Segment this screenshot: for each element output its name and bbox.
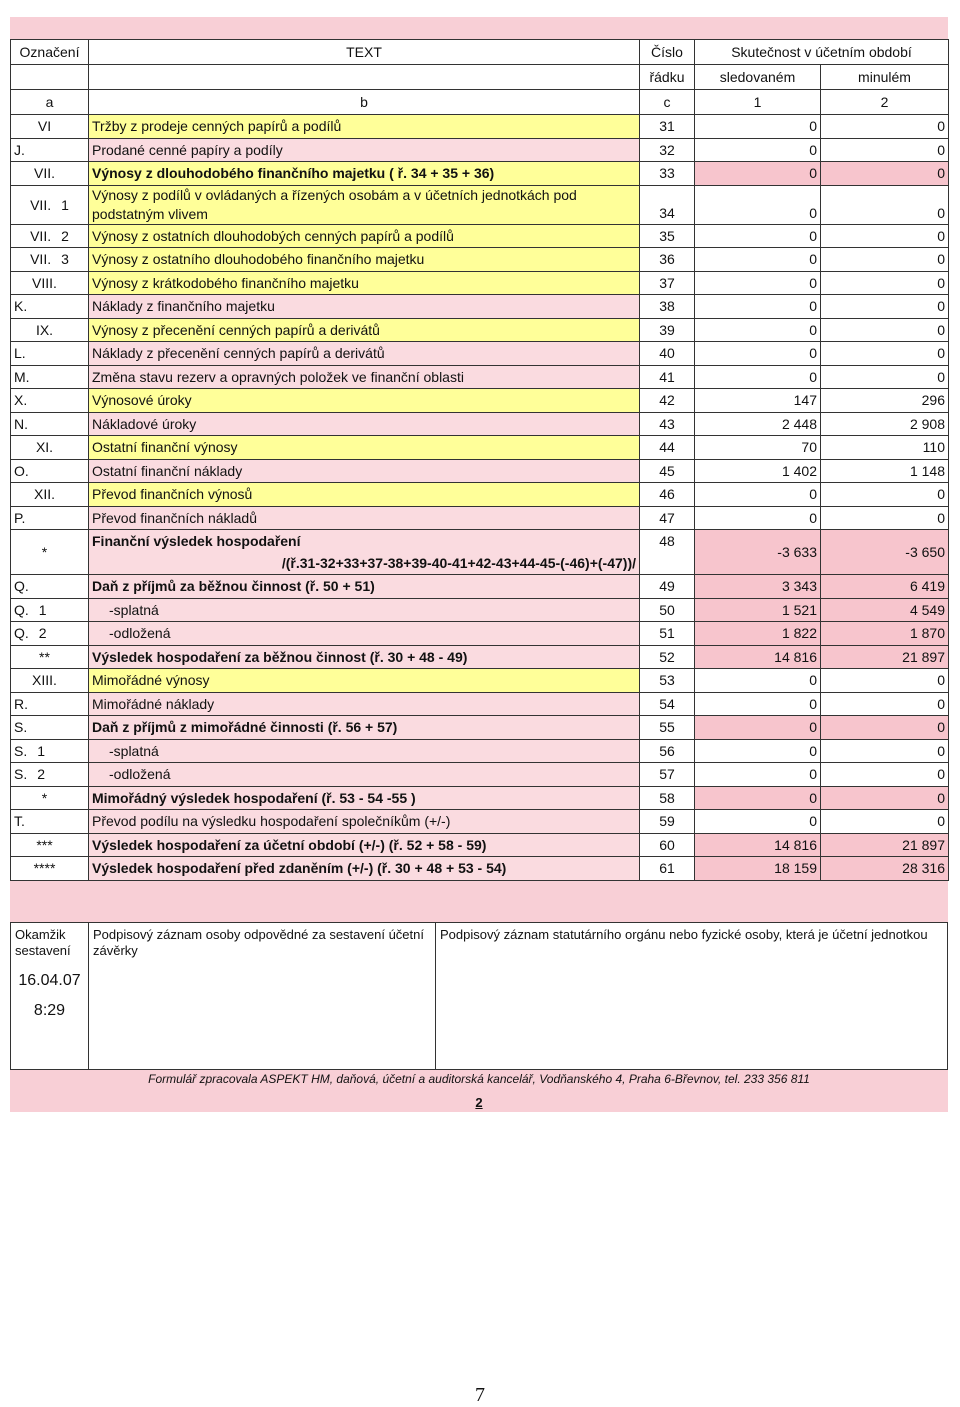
header-oznaceni: Označení: [11, 40, 89, 65]
page-number: 7: [475, 1384, 485, 1406]
row-marking: [11, 412, 89, 436]
row-marking: [11, 162, 89, 186]
row-marking: [11, 483, 89, 507]
row-text-label: Výnosové úroky: [92, 392, 192, 409]
row-text: [89, 483, 640, 507]
signature-statutory: Podpisový záznam statutárního orgánu nebo fyzické osoby, která je účetní jednotkou: [440, 927, 928, 942]
row-previous-value: 21 897: [821, 645, 949, 669]
table-row: [11, 224, 949, 248]
row-marking-main: R.: [14, 695, 28, 712]
row-text-label: Mimořádné náklady: [92, 695, 215, 712]
row-marking-main: N.: [14, 415, 28, 432]
row-text-label: Nákladové úroky: [92, 415, 197, 432]
income-statement-table: [10, 39, 949, 881]
row-line-number: 32: [640, 138, 695, 162]
row-line-number: 38: [640, 295, 695, 319]
row-text: [89, 833, 640, 857]
header-col-2: 2: [821, 90, 949, 115]
row-marking: [11, 530, 89, 575]
row-marking-main: Q.: [14, 578, 29, 595]
time-value: 8:29: [33, 1002, 66, 1019]
row-line-number: 40: [640, 342, 695, 366]
row-marking-main: VIII.: [32, 274, 57, 291]
row-marking: [11, 271, 89, 295]
row-current-value: 0: [695, 115, 821, 139]
date-value: 16.04.07: [18, 972, 81, 989]
table-row: [11, 763, 949, 787]
row-text-label: Daň z příjmů za běžnou činnost (ř. 50 + 51): [92, 578, 375, 595]
row-previous-value: 0: [821, 162, 949, 186]
row-previous-value: 0: [821, 506, 949, 530]
row-text-label: Mimořádné výnosy: [92, 672, 210, 689]
row-text-label: Náklady z finančního majetku: [92, 298, 275, 315]
row-current-value: 2 448: [695, 412, 821, 436]
row-line-number: 58: [640, 786, 695, 810]
row-marking: [11, 716, 89, 740]
row-previous-value: 0: [821, 138, 949, 162]
row-marking: [11, 459, 89, 483]
row-text: [89, 271, 640, 295]
row-line-number: 48: [640, 530, 695, 575]
row-line-number: 42: [640, 389, 695, 413]
row-text: [89, 115, 640, 139]
row-marking-main: Q.: [14, 601, 29, 618]
row-previous-value: 0: [821, 248, 949, 272]
row-previous-value: 0: [821, 692, 949, 716]
row-text: [89, 365, 640, 389]
row-previous-value: 110: [821, 436, 949, 460]
row-marking: [11, 295, 89, 319]
table-row: [11, 622, 949, 646]
row-marking: [11, 506, 89, 530]
table-row: [11, 412, 949, 436]
row-marking: [11, 739, 89, 763]
row-text-label: Převod finančních nákladů: [92, 509, 257, 526]
table-row: [11, 598, 949, 622]
row-marking: [11, 318, 89, 342]
row-text: [89, 342, 640, 366]
row-marking-main: **: [39, 648, 50, 665]
row-marking: [11, 786, 89, 810]
row-previous-value: 2 908: [821, 412, 949, 436]
row-marking: [11, 857, 89, 881]
row-marking: [11, 115, 89, 139]
row-current-value: 0: [695, 318, 821, 342]
table-row: [11, 389, 949, 413]
row-marking: [11, 575, 89, 599]
row-marking-main: P.: [14, 509, 26, 526]
row-text: [89, 412, 640, 436]
row-text-label: -splatná: [109, 742, 159, 759]
header-col-c: c: [640, 90, 695, 115]
row-text: [89, 598, 640, 622]
row-line-number: 51: [640, 622, 695, 646]
header-col-b: b: [89, 90, 640, 115]
row-text: [89, 459, 640, 483]
table-row: [11, 810, 949, 834]
table-row: [11, 295, 949, 319]
row-marking-main: ****: [33, 860, 56, 877]
row-text: [89, 138, 640, 162]
row-line-number: 41: [640, 365, 695, 389]
row-text: [89, 716, 640, 740]
row-marking: [11, 833, 89, 857]
row-current-value: 0: [695, 669, 821, 693]
row-marking-main: *: [41, 789, 48, 806]
row-marking-sub: 2: [61, 227, 69, 244]
row-text-label: Výsledek hospodaření za účetní období (+/-) (ř. 52 + 58 - 59): [92, 836, 487, 853]
row-marking-main: IX.: [35, 321, 54, 338]
row-line-number: 33: [640, 162, 695, 186]
row-previous-value: 296: [821, 389, 949, 413]
row-previous-value: 0: [821, 739, 949, 763]
row-text-label: Změna stavu rezerv a opravných položek ve finanční oblasti: [92, 368, 464, 385]
row-marking-main: VII.: [30, 227, 52, 244]
row-text-label: Finanční výsledek hospodaření: [92, 533, 301, 549]
row-current-value: 0: [695, 365, 821, 389]
row-previous-value: 0: [821, 271, 949, 295]
row-text: [89, 436, 640, 460]
row-current-value: 1 402: [695, 459, 821, 483]
row-previous-value: 0: [821, 365, 949, 389]
row-text-label: -odložená: [109, 766, 171, 783]
row-line-number: 61: [640, 857, 695, 881]
row-current-value: 0: [695, 716, 821, 740]
row-marking: [11, 224, 89, 248]
row-text: [89, 669, 640, 693]
row-previous-value: 0: [821, 483, 949, 507]
row-text: [89, 692, 640, 716]
table-row: [11, 669, 949, 693]
row-line-number: 35: [640, 224, 695, 248]
table-row: [11, 739, 949, 763]
row-text: [89, 530, 640, 575]
row-current-value: 0: [695, 224, 821, 248]
row-line-number: 52: [640, 645, 695, 669]
row-text: [89, 763, 640, 787]
row-text: [89, 506, 640, 530]
row-line-number: 54: [640, 692, 695, 716]
row-text-label: -odložená: [109, 625, 171, 642]
row-line-number: 49: [640, 575, 695, 599]
row-marking-main: M.: [14, 368, 30, 385]
row-line-number: 47: [640, 506, 695, 530]
row-marking: [11, 389, 89, 413]
row-text-label: Prodané cenné papíry a podíly: [92, 141, 283, 158]
row-marking: [11, 598, 89, 622]
row-text: [89, 857, 640, 881]
row-line-number: 45: [640, 459, 695, 483]
row-marking-main: S.: [14, 766, 28, 783]
row-marking: [11, 436, 89, 460]
table-row: [11, 185, 949, 224]
table-row: [11, 248, 949, 272]
row-previous-value: 28 316: [821, 857, 949, 881]
row-marking-sub: 1: [61, 196, 69, 213]
row-current-value: 14 816: [695, 645, 821, 669]
row-marking-main: L.: [14, 345, 26, 362]
row-text-label: Ostatní finanční výnosy: [92, 439, 238, 456]
row-text: [89, 248, 640, 272]
row-marking-main: S.: [14, 742, 28, 759]
row-line-number: 53: [640, 669, 695, 693]
row-marking: [11, 810, 89, 834]
row-text-label: Převod finančních výnosů: [92, 486, 253, 503]
row-previous-value: 1 148: [821, 459, 949, 483]
row-current-value: 0: [695, 295, 821, 319]
table-row: [11, 342, 949, 366]
row-text: [89, 645, 640, 669]
row-marking-main: XI.: [35, 439, 54, 456]
row-current-value: 0: [695, 739, 821, 763]
row-previous-value: 0: [821, 318, 949, 342]
row-text: [89, 739, 640, 763]
row-text-label: Výnosy z ostatního dlouhodobého finančního majetku: [92, 251, 425, 268]
row-current-value: 0: [695, 810, 821, 834]
row-text-label: Mimořádný výsledek hospodaření (ř. 53 - 54 -55 ): [92, 789, 416, 806]
row-marking-main: K.: [14, 298, 28, 315]
row-previous-value: 0: [821, 810, 949, 834]
row-previous-value: -3 650: [821, 530, 949, 575]
row-current-value: 0: [695, 786, 821, 810]
row-current-value: 0: [695, 271, 821, 295]
row-previous-value: 0: [821, 669, 949, 693]
row-current-value: 0: [695, 342, 821, 366]
row-line-number: 60: [640, 833, 695, 857]
table-row: [11, 716, 949, 740]
row-current-value: 18 159: [695, 857, 821, 881]
sheet-page-number: 2: [475, 1095, 483, 1110]
row-text-label: Ostatní finanční náklady: [92, 462, 243, 479]
table-row: [11, 645, 949, 669]
row-line-number: 34: [640, 185, 695, 224]
table-row: [11, 483, 949, 507]
row-text: [89, 224, 640, 248]
row-line-number: 39: [640, 318, 695, 342]
timestamp-cell: [11, 923, 89, 1069]
header-radku: řádku: [640, 65, 695, 90]
table-row: [11, 833, 949, 857]
row-marking: [11, 669, 89, 693]
table-row: [11, 530, 949, 575]
row-marking-main: XII.: [33, 486, 55, 503]
row-marking-main: VII.: [33, 165, 55, 182]
row-marking-main: S.: [14, 719, 28, 736]
row-text: [89, 162, 640, 186]
row-marking-main: XIII.: [32, 672, 57, 689]
row-text-label: Výsledek hospodaření za běžnou činnost (ř. 30 + 48 - 49): [92, 648, 468, 665]
table-row: [11, 365, 949, 389]
row-marking-main: VI: [37, 118, 52, 135]
row-marking-main: X.: [14, 392, 28, 409]
row-text: [89, 318, 640, 342]
row-text: [89, 622, 640, 646]
row-text-label: Tržby z prodeje cenných papírů a podílů: [92, 118, 342, 135]
row-marking-sub: 1: [38, 601, 47, 618]
row-marking-main: VII.: [30, 196, 52, 213]
row-text-label: Výnosy z ostatních dlouhodobých cenných papírů a podílů: [92, 227, 454, 244]
table-row: [11, 115, 949, 139]
row-text: [89, 295, 640, 319]
signature-accountant: Podpisový záznam osoby odpovědné za sestavení účetní závěrky: [89, 923, 436, 1069]
row-text-formula: /(ř.31-32+33+37-38+39-40-41+42-43+44-45-(-46)+(-47))/: [281, 555, 636, 571]
row-text-label: Výnosy z podílů v ovládaných a řízených osobám a v účetních jednotkách pod podstatným vlivem: [92, 186, 577, 222]
row-current-value: 0: [695, 483, 821, 507]
row-previous-value: 6 419: [821, 575, 949, 599]
row-marking-sub: 2: [38, 625, 47, 642]
row-previous-value: 0: [821, 763, 949, 787]
row-line-number: 31: [640, 115, 695, 139]
row-previous-value: 1 870: [821, 622, 949, 646]
table-row: [11, 459, 949, 483]
row-text-label: Výnosy z dlouhodobého finančního majetku ( ř. 34 + 35 + 36): [92, 165, 495, 182]
row-line-number: 57: [640, 763, 695, 787]
signature-section: [10, 922, 948, 1070]
row-text: [89, 575, 640, 599]
row-text-label: Náklady z přecenění cenných papírů a derivátů: [92, 345, 385, 362]
row-marking-sub: 1: [37, 742, 46, 759]
row-current-value: 0: [695, 162, 821, 186]
row-marking: [11, 342, 89, 366]
row-current-value: 0: [695, 763, 821, 787]
header-col-a: a: [11, 90, 89, 115]
header-skutecnost: Skutečnost v účetním období: [695, 40, 949, 65]
row-previous-value: 0: [821, 224, 949, 248]
row-text: [89, 786, 640, 810]
table-row: [11, 162, 949, 186]
header-cislo: Číslo: [640, 40, 695, 65]
table-row: [11, 857, 949, 881]
row-marking-sub: 3: [61, 251, 69, 268]
row-current-value: 1 521: [695, 598, 821, 622]
row-current-value: 0: [695, 692, 821, 716]
row-marking-main: ***: [36, 836, 53, 853]
header-text: TEXT: [89, 40, 640, 65]
row-line-number: 37: [640, 271, 695, 295]
row-marking: [11, 622, 89, 646]
header-col-1: 1: [695, 90, 821, 115]
row-marking-main: Q.: [14, 625, 29, 642]
row-marking: [11, 763, 89, 787]
row-text: [89, 185, 640, 224]
row-previous-value: 0: [821, 716, 949, 740]
row-marking: [11, 645, 89, 669]
table-row: [11, 786, 949, 810]
table-row: [11, 506, 949, 530]
row-marking-main: O.: [14, 462, 29, 479]
row-current-value: 147: [695, 389, 821, 413]
row-current-value: 0: [695, 185, 821, 224]
row-marking-main: *: [41, 544, 48, 560]
row-current-value: 14 816: [695, 833, 821, 857]
row-current-value: 0: [695, 248, 821, 272]
row-current-value: 3 343: [695, 575, 821, 599]
row-marking-main: J.: [14, 141, 25, 158]
row-line-number: 46: [640, 483, 695, 507]
row-previous-value: 0: [821, 342, 949, 366]
row-line-number: 44: [640, 436, 695, 460]
header-sledovanem: sledovaném: [695, 65, 821, 90]
row-marking: [11, 185, 89, 224]
row-line-number: 43: [640, 412, 695, 436]
table-row: [11, 318, 949, 342]
form-credit-note: Formulář zpracovala ASPEKT HM, daňová, účetní a auditorská kancelář, Vodňanského 4, Praha 6-Břevnov, tel. 233 356 811: [148, 1072, 810, 1086]
header-minulem: minulém: [821, 65, 949, 90]
row-current-value: 0: [695, 138, 821, 162]
table-row: [11, 436, 949, 460]
table-row: [11, 575, 949, 599]
row-text: [89, 810, 640, 834]
row-previous-value: 0: [821, 786, 949, 810]
row-previous-value: 4 549: [821, 598, 949, 622]
row-text: [89, 389, 640, 413]
row-previous-value: 0: [821, 185, 949, 224]
row-marking: [11, 248, 89, 272]
row-marking: [11, 365, 89, 389]
row-text-label: Daň z příjmů z mimořádné činnosti (ř. 56 + 57): [92, 719, 398, 736]
row-text-label: Převod podílu na výsledku hospodaření společníkům (+/-): [92, 813, 451, 830]
row-current-value: 0: [695, 506, 821, 530]
row-previous-value: 0: [821, 115, 949, 139]
row-line-number: 59: [640, 810, 695, 834]
row-current-value: -3 633: [695, 530, 821, 575]
row-previous-value: 0: [821, 295, 949, 319]
row-marking-main: T.: [14, 813, 25, 830]
row-marking: [11, 692, 89, 716]
row-line-number: 50: [640, 598, 695, 622]
row-line-number: 55: [640, 716, 695, 740]
row-previous-value: 21 897: [821, 833, 949, 857]
table-row: [11, 138, 949, 162]
okamzik-label: Okamžik sestavení: [15, 927, 71, 958]
row-marking-main: VII.: [30, 251, 52, 268]
row-current-value: 70: [695, 436, 821, 460]
row-text-label: Výnosy z přecenění cenných papírů a derivátů: [92, 321, 380, 338]
row-text-label: Výsledek hospodaření před zdaněním (+/-) (ř. 30 + 48 + 53 - 54): [92, 860, 507, 877]
table-row: [11, 271, 949, 295]
row-current-value: 1 822: [695, 622, 821, 646]
row-marking-sub: 2: [37, 766, 46, 783]
row-marking: [11, 138, 89, 162]
row-text-label: -splatná: [109, 601, 159, 618]
row-text-label: Výnosy z krátkodobého finančního majetku: [92, 274, 359, 291]
row-line-number: 56: [640, 739, 695, 763]
table-row: [11, 692, 949, 716]
row-line-number: 36: [640, 248, 695, 272]
